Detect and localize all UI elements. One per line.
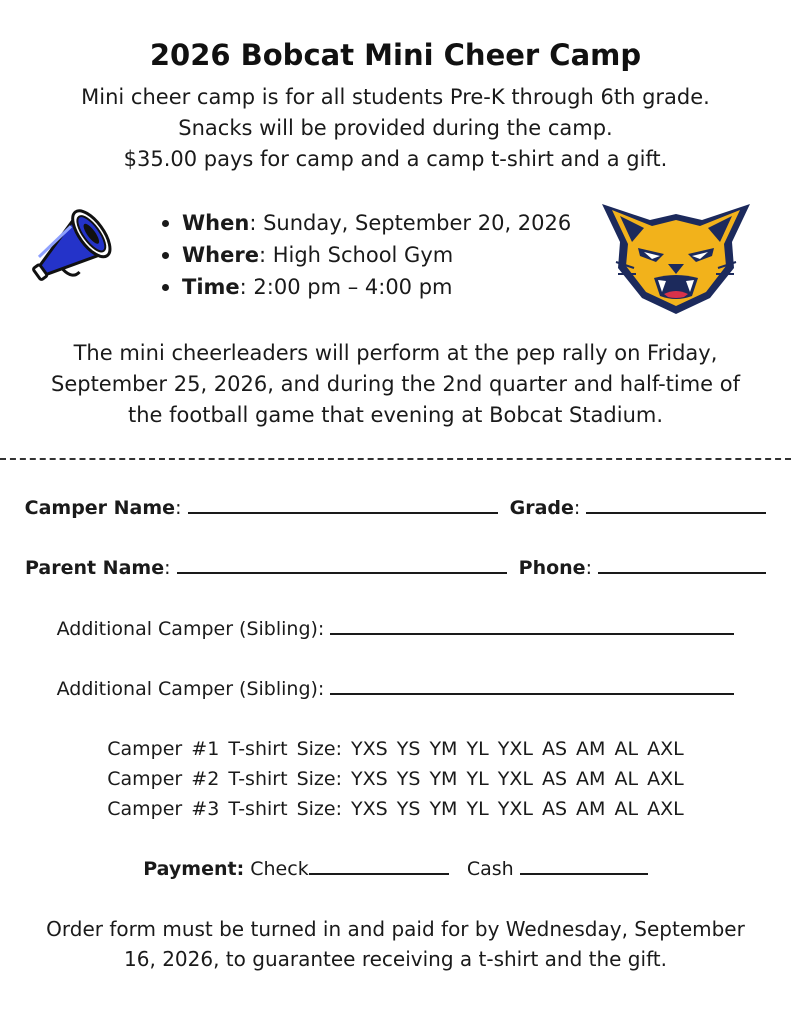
- additional-camper-label: Additional Camper (Sibling):: [56, 678, 325, 700]
- deadline-line: 16, 2026, to guarantee receiving a t-shirt and the gift.: [124, 947, 667, 971]
- intro-text: [0, 82, 791, 175]
- detail-where: [158, 239, 571, 271]
- where-value: : High School Gym: [258, 243, 454, 267]
- tshirt-size-row-3[interactable]: Camper #3 T-shirt Size: YXS YS YM YL YXL AS AM AL AXL: [107, 798, 684, 820]
- camper-name-label: Camper Name: [24, 497, 176, 519]
- page-title: 2026 Bobcat Mini Cheer Camp: [149, 38, 642, 72]
- megaphone-icon: [22, 196, 138, 288]
- camper-grade-row: [0, 494, 791, 521]
- colon: :: [164, 557, 171, 579]
- grade-field[interactable]: [586, 494, 766, 514]
- payment-row: [0, 855, 791, 882]
- detail-time: [158, 271, 571, 303]
- additional-camper-field-1[interactable]: [330, 615, 734, 635]
- cash-label: Cash: [466, 858, 514, 880]
- where-label: Where: [182, 243, 259, 267]
- cut-line-divider: [0, 458, 791, 460]
- deadline-line: Order form must be turned in and paid for by Wednesday, September: [46, 917, 745, 941]
- additional-camper-label: Additional Camper (Sibling):: [56, 618, 325, 640]
- payment-label: Payment:: [143, 858, 245, 880]
- cash-field[interactable]: [520, 855, 648, 875]
- performance-line: September 25, 2026, and during the 2nd quarter and half-time of: [50, 372, 741, 396]
- when-value: : Sunday, September 20, 2026: [249, 211, 572, 235]
- tshirt-size-row-1[interactable]: Camper #1 T-shirt Size: YXS YS YM YL YXL AS AM AL AXL: [107, 738, 684, 760]
- check-field[interactable]: [309, 855, 449, 875]
- grade-label: Grade: [509, 497, 574, 519]
- when-label: When: [182, 211, 250, 235]
- additional-camper-row-2: [0, 675, 791, 702]
- intro-line: Snacks will be provided during the camp.: [178, 116, 613, 140]
- phone-label: Phone: [518, 557, 586, 579]
- performance-line: the football game that evening at Bobcat Stadium.: [127, 403, 664, 427]
- time-value: : 2:00 pm – 4:00 pm: [239, 275, 453, 299]
- camper-name-field[interactable]: [188, 494, 498, 514]
- time-label: Time: [182, 275, 240, 299]
- tshirt-size-row-2[interactable]: Camper #2 T-shirt Size: YXS YS YM YL YXL AS AM AL AXL: [107, 768, 684, 790]
- deadline-text: [0, 914, 791, 974]
- performance-line: The mini cheerleaders will perform at the pep rally on Friday,: [73, 341, 718, 365]
- parent-phone-row: [0, 554, 791, 581]
- check-label: Check: [250, 858, 309, 880]
- intro-line: Mini cheer camp is for all students Pre-K through 6th grade.: [81, 85, 710, 109]
- additional-camper-row-1: [0, 615, 791, 642]
- colon: :: [573, 497, 581, 519]
- tshirt-size-block: [0, 734, 791, 824]
- performance-text: [0, 338, 791, 431]
- event-details-list: [158, 207, 571, 303]
- additional-camper-field-2[interactable]: [330, 675, 734, 695]
- intro-line: $35.00 pays for camp and a camp t-shirt and a gift.: [123, 147, 668, 171]
- parent-name-label: Parent Name: [24, 557, 165, 579]
- colon: :: [585, 557, 592, 579]
- colon: :: [175, 497, 182, 519]
- parent-name-field[interactable]: [177, 554, 507, 574]
- bobcat-mascot-icon: [598, 198, 754, 316]
- detail-when: [158, 207, 571, 239]
- phone-field[interactable]: [598, 554, 766, 574]
